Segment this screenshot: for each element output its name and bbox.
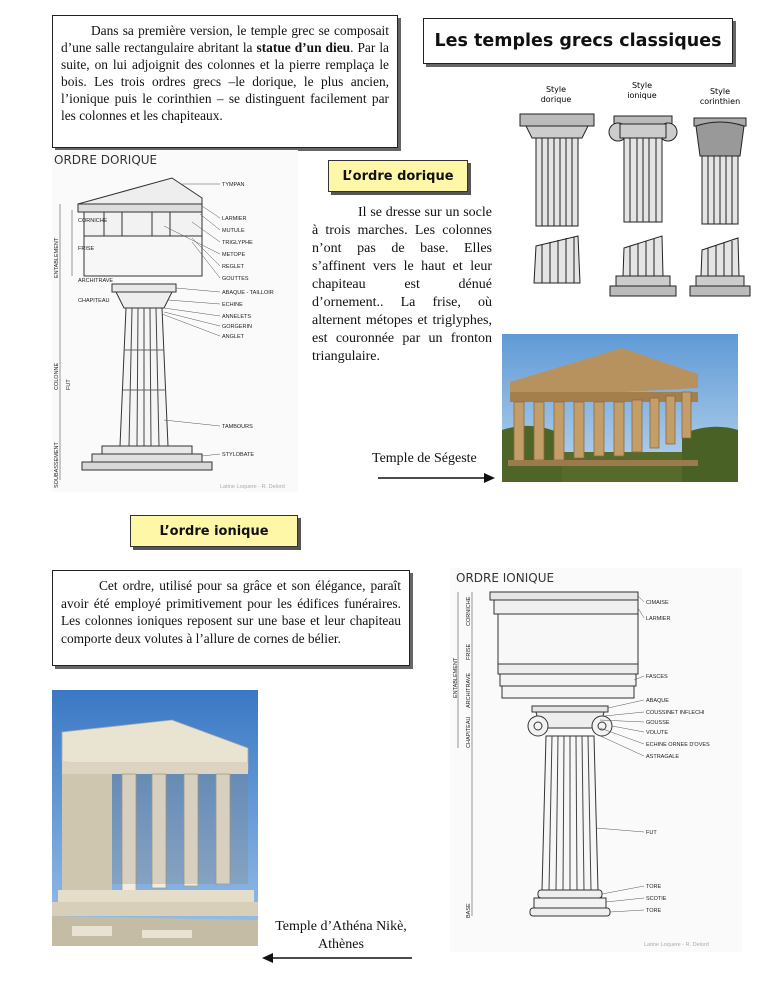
arrow-right-icon	[378, 472, 496, 484]
ionic-order-diagram	[450, 568, 742, 952]
ionic-label-larmier: LARMIER	[646, 616, 671, 622]
intro-bold: statue d’un dieu	[256, 40, 351, 55]
ionic-label-scotie: SCOTIE	[646, 896, 667, 902]
doric-label-architrave: ARCHITRAVE	[78, 278, 114, 284]
segeste-caption	[372, 451, 477, 467]
ionic-diagram-heading: ORDRE IONIQUE	[456, 571, 555, 585]
ionic-vlabel-entablement: ENTABLEMENT	[453, 657, 459, 698]
doric-label-metope: METOPE	[222, 252, 246, 258]
segeste-photo-svg	[502, 334, 738, 482]
doric-label-frise: FRISE	[78, 246, 95, 252]
ionic-order-label	[130, 515, 298, 547]
ionic-label-astragale: ASTRAGALE	[646, 754, 680, 760]
doric-vlabel-colonne: COLONNE	[54, 362, 60, 390]
doric-label-anglet: ANGLET	[222, 334, 245, 340]
athena-caption-line2: Athènes	[318, 937, 364, 952]
segeste-caption-text: Temple de Ségeste	[372, 451, 477, 466]
doric-label-tambours: TAMBOURS	[222, 424, 253, 430]
ionic-label-coussinet: COUSSINET INFLECHI	[646, 710, 705, 716]
style-label-corinthien-1: Style	[709, 87, 731, 96]
ionic-label-gousse: GOUSSE	[646, 720, 670, 726]
doric-label-abaque: ABAQUE - TAILLOIR	[222, 290, 274, 296]
doric-order-label-text: L’ordre dorique	[342, 168, 454, 184]
athena-nike-temple-photo	[52, 690, 258, 946]
style-label-dorique-1: Style	[545, 85, 567, 94]
intro-text-end: . Par la suite, on lui adjoignit des colonnes et la pierre remplaça le bois. Les trois ordres grecs –le dorique, le plus ancien, l’ionique puis le corinthien – se distinguent facilement par les colonnes et les chapiteaux.	[61, 40, 389, 123]
ionic-order-label-text: L’ordre ionique	[159, 523, 269, 539]
ionic-label-abaque: ABAQUE	[646, 698, 669, 704]
style-label-dorique-2: dorique	[540, 95, 572, 104]
doric-label-annelets: ANNELETS	[222, 314, 252, 320]
doric-label-tympan: TYMPAN	[222, 182, 245, 188]
athena-caption	[266, 918, 416, 954]
ionic-column-drawing	[609, 116, 677, 296]
doric-vlabel-fut: FUT	[66, 379, 72, 390]
ionic-vlabel-base: BASE	[466, 903, 472, 918]
intro-text-start: Dans sa première version, le temple grec se composait d’une salle rectangulaire abritant la	[61, 23, 389, 55]
ionic-label-echine: ECHINE ORNEE D'OVES	[646, 742, 710, 748]
ionic-diagram-credit: Latine Loquere - R. Delord	[644, 942, 709, 948]
doric-label-larmier: LARMIER	[222, 216, 247, 222]
doric-label-chapiteau: CHAPITEAU	[78, 298, 110, 304]
ionic-label-fasces: FASCES	[646, 674, 668, 680]
segeste-temple-photo	[502, 334, 738, 482]
doric-label-mutule: MUTULE	[222, 228, 245, 234]
doric-order-label	[328, 160, 468, 192]
ionic-description-text: Cet ordre, utilisé pour sa grâce et son élégance, paraît avoir été employé primitivement pour les édifices funéraires. Les colonnes ioniques reposent sur une base et leur chapiteau comporte deux volutes à l’allure de cornes de bélier.	[61, 578, 401, 646]
athena-caption-line1: Temple d’Athéna Nikè,	[275, 919, 407, 934]
ionic-label-volute: VOLUTE	[646, 730, 669, 736]
corinthian-column-drawing	[690, 118, 750, 296]
ionic-vlabel-frise: FRISE	[466, 643, 472, 660]
doric-diagram-credit: Latine Loquere - R. Delord	[220, 484, 285, 490]
doric-description-text: Il se dresse sur un socle à trois marches. Les colonnes n’ont pas de base. Elles s’affinent vers le haut et leur chapiteau est dénué d’ornement.. La frise, où alternent métopes et triglyphes, est couronnée par un fronton triangulaire.	[312, 205, 492, 364]
doric-vlabel-soubassement: SOUBASSEMENT	[54, 442, 60, 488]
intro-box	[52, 15, 398, 148]
column-styles-svg	[508, 78, 760, 328]
ionic-vlabel-chapiteau: CHAPITEAU	[466, 716, 472, 748]
style-label-ionique-1: Style	[631, 81, 653, 90]
ionic-label-cimaise: CIMAISE	[646, 600, 669, 606]
doric-diagram-heading: ORDRE DORIQUE	[54, 153, 158, 167]
doric-label-gouttes: GOUTTES	[222, 276, 249, 282]
doric-label-gorgerin: GORGERIN	[222, 324, 252, 330]
page-title	[423, 18, 733, 64]
doric-column-drawing	[520, 114, 594, 283]
ionic-label-tore-bottom: TORE	[646, 908, 662, 914]
doric-vlabel-entablement: ENTABLEMENT	[54, 237, 60, 278]
doric-label-corniche: CORNICHE	[78, 218, 108, 224]
style-label-ionique-2: ionique	[627, 91, 657, 100]
doric-label-triglyphe: TRIGLYPHE	[222, 240, 253, 246]
page-title-text: Les temples grecs classiques	[434, 31, 722, 51]
arrow-left-icon	[262, 952, 414, 964]
athena-photo-svg	[52, 690, 258, 946]
doric-description	[312, 204, 492, 366]
doric-diagram-svg	[52, 150, 298, 492]
column-styles-illustration	[508, 78, 760, 328]
style-label-corinthien-2: corinthien	[699, 97, 741, 106]
ionic-vlabel-architrave: ARCHITRAVE	[466, 672, 472, 708]
ionic-description-box	[52, 570, 410, 666]
ionic-vlabel-corniche: CORNICHE	[466, 596, 472, 626]
doric-order-diagram	[52, 150, 298, 492]
doric-label-reglet: REGLET	[222, 264, 245, 270]
doric-label-echine: ECHINE	[222, 302, 243, 308]
ionic-diagram-svg	[450, 568, 742, 952]
doric-label-stylobate: STYLOBATE	[222, 452, 254, 458]
ionic-label-tore-top: TORE	[646, 884, 662, 890]
ionic-label-fut: FUT	[646, 830, 657, 836]
